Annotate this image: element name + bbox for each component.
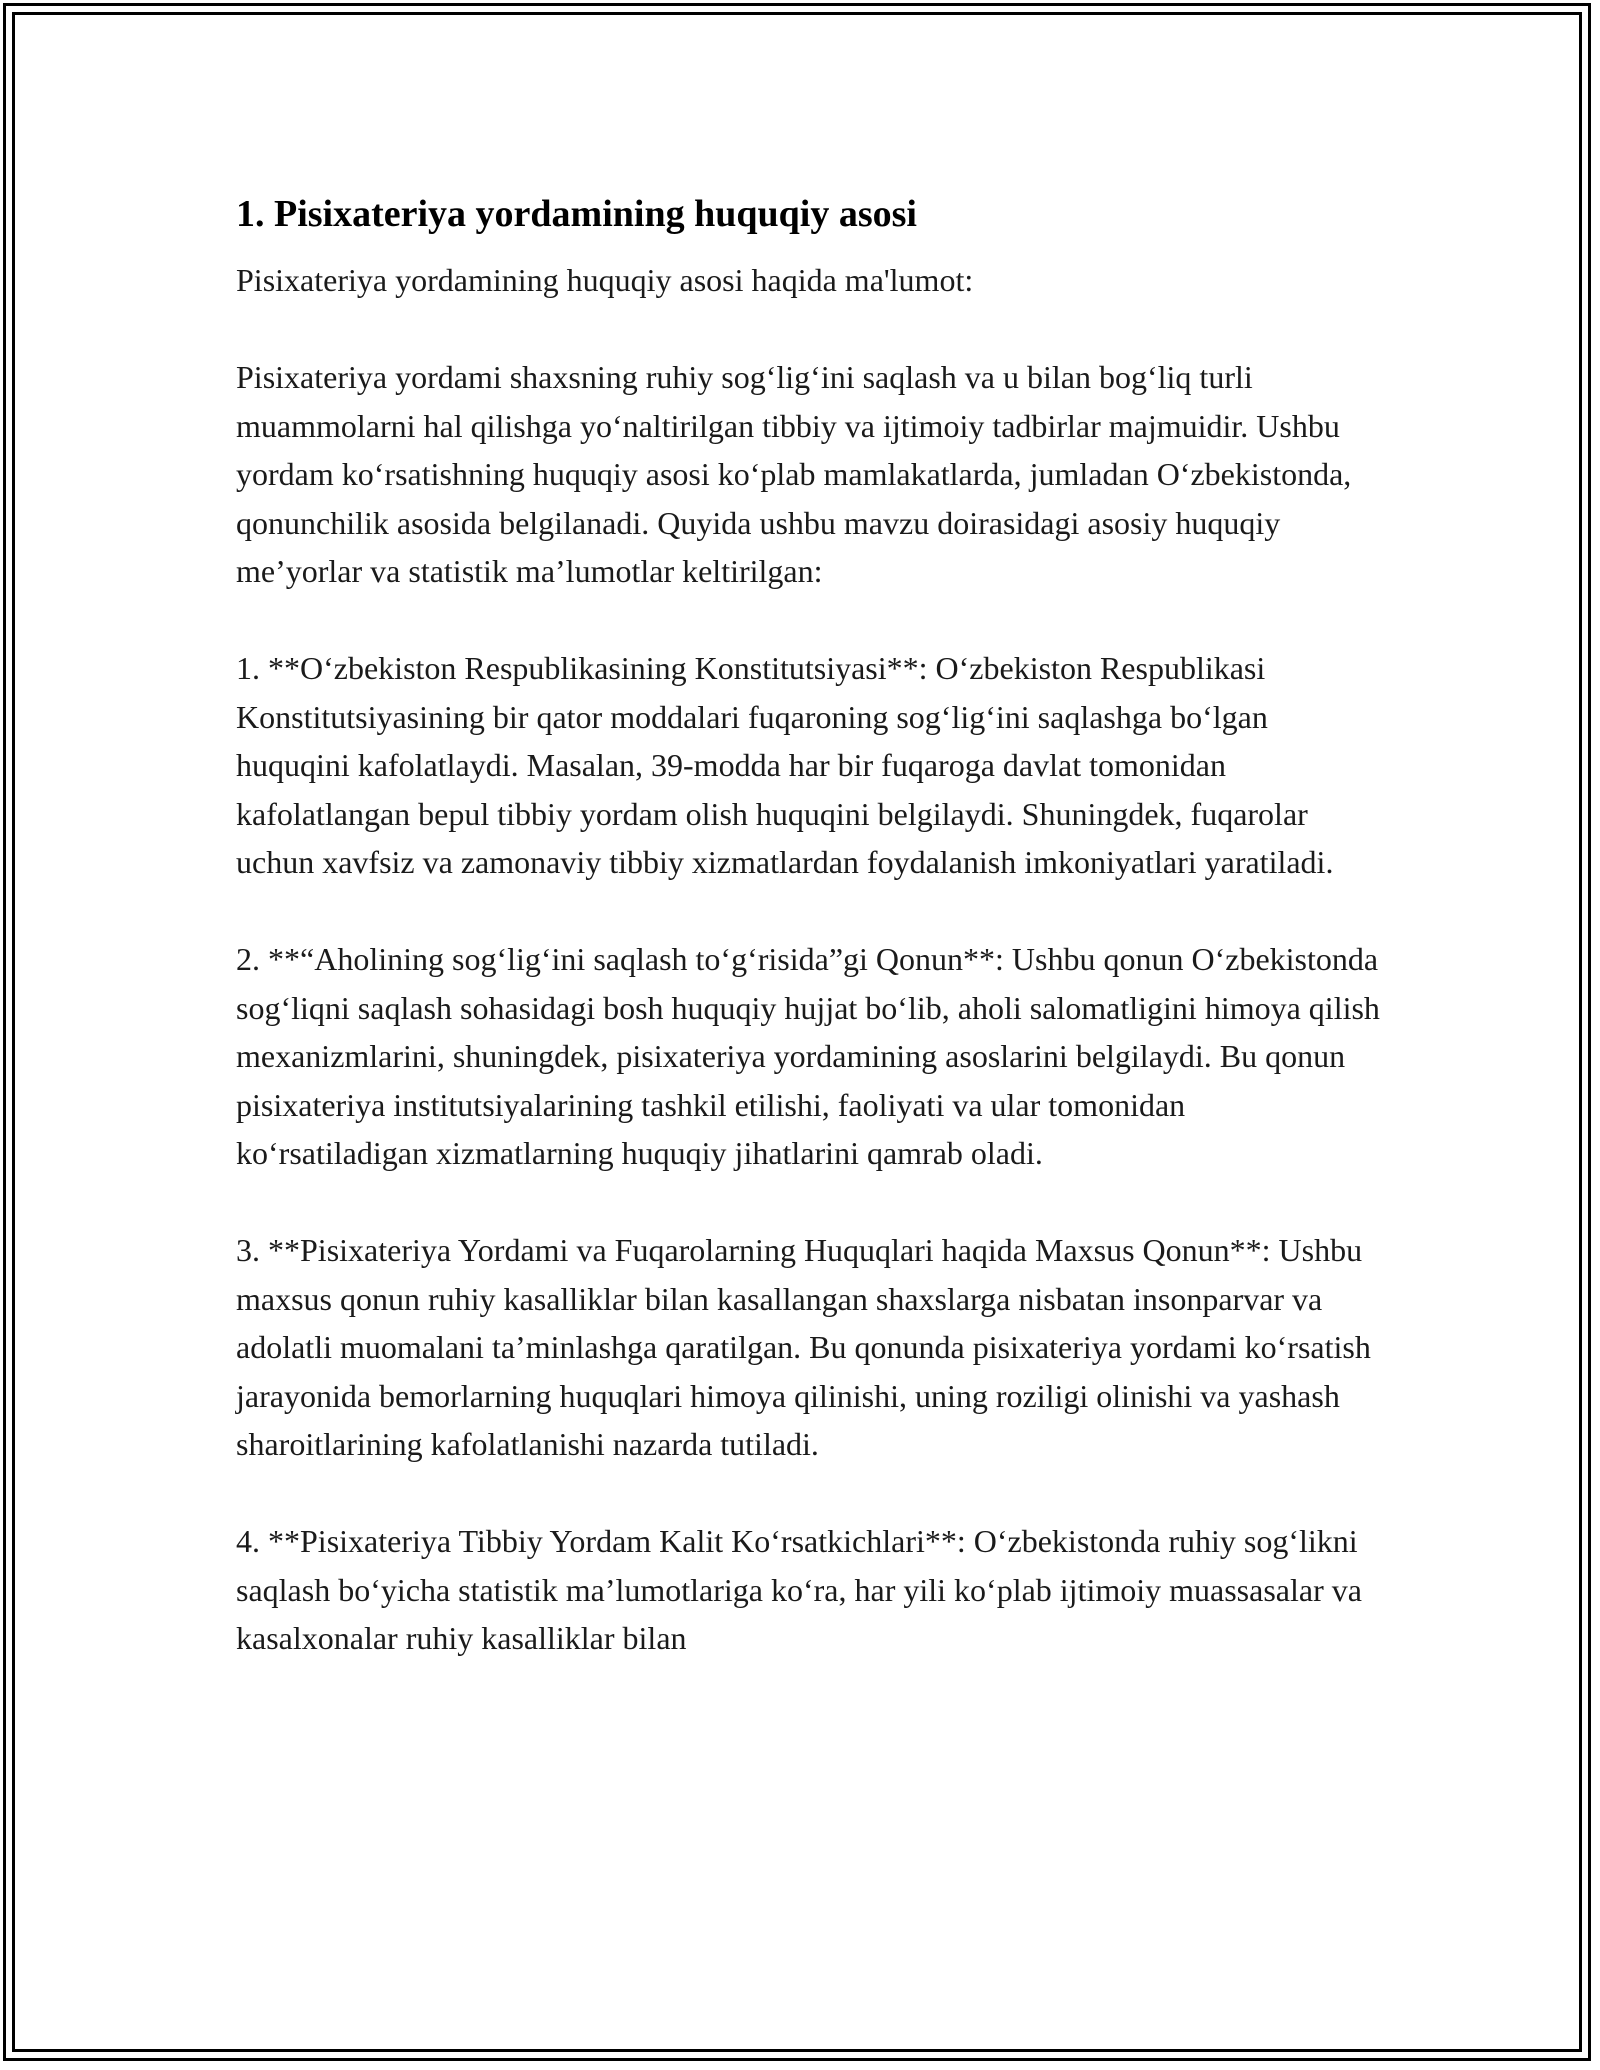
paragraph-key-indicators: 4. **Pisixateriya Tibbiy Yordam Kalit Ko‘rsatkichlari**: O‘zbekistonda ruhiy sog‘likni saqlash bo‘yicha statistik ma’lumotlariga ko‘ra, har yili ko‘plab ijtimoiy muassasalar va kasalxonalar ruhiy kasalliklar bilan — [236, 1523, 1362, 1656]
paragraph-special-law: 3. **Pisixateriya Yordami va Fuqarolarning Huquqlari haqida Maxsus Qonun**: Ushbu maxsus qonun ruhiy kasalliklar bilan kasallangan shaxslarga nisbatan insonparvar va adolatli muomalani ta’minlashga qaratilgan. Bu qonunda pisixateriya yordami ko‘rsatish jarayonida bemorlarning huquqlari himoya qilinishi, uning roziligi olinishi va yashash sharoitlarining kafolatlanishi nazarda tutiladi. — [236, 1232, 1371, 1462]
section-heading: 1. Pisixateriya yordamining huquqiy asosi — [236, 193, 917, 235]
paragraph-overview: Pisixateriya yordami shaxsning ruhiy sog‘lig‘ini saqlash va u bilan bog‘liq turli muammolarni hal qilishga yo‘naltirilgan tibbiy va ijtimoiy tadbirlar majmuidir. Ushbu yordam ko‘rsatishning huquqiy asosi ko‘plab mamlakatlarda, jumladan O‘zbekistonda, qonunchilik asosida belgilanadi. Quyida ushbu mavzu doirasidagi asosiy huquqiy me’yorlar va statistik ma’lumotlar keltirilgan: — [236, 359, 1352, 589]
intro-line: Pisixateriya yordamining huquqiy asosi haqida ma'lumot: — [236, 262, 974, 298]
paragraph-constitution: 1. **O‘zbekiston Respublikasining Konstitutsiyasi**: O‘zbekiston Respublikasi Konstitutsiyasining bir qator moddalari fuqaroning sog‘lig‘ini saqlashga bo‘lgan huquqini kafolatlaydi. Masalan, 39-modda har bir fuqaroga davlat tomonidan kafolatlangan bepul tibbiy yordam olish huquqini belgilaydi. Shuningdek, fuqarolar uchun xavfsiz va zamonaviy tibbiy xizmatlardan foydalanish imkoniyatlari yaratiladi. — [236, 650, 1334, 880]
document-body — [236, 186, 1381, 1663]
paragraph-health-law: 2. **“Aholining sog‘lig‘ini saqlash to‘g‘risida”gi Qonun**: Ushbu qonun O‘zbekistonda sog‘liqni saqlash sohasidagi bosh huquqiy hujjat bo‘lib, aholi salomatligini himoya qilish mexanizmlarini, shuningdek, pisixateriya yordamining asoslarini belgilaydi. Bu qonun pisixateriya institutsiyalarining tashkil etilishi, faoliyati va ular tomonidan ko‘rsatiladigan xizmatlarning huquqiy jihatlarini qamrab oladi. — [236, 941, 1380, 1171]
